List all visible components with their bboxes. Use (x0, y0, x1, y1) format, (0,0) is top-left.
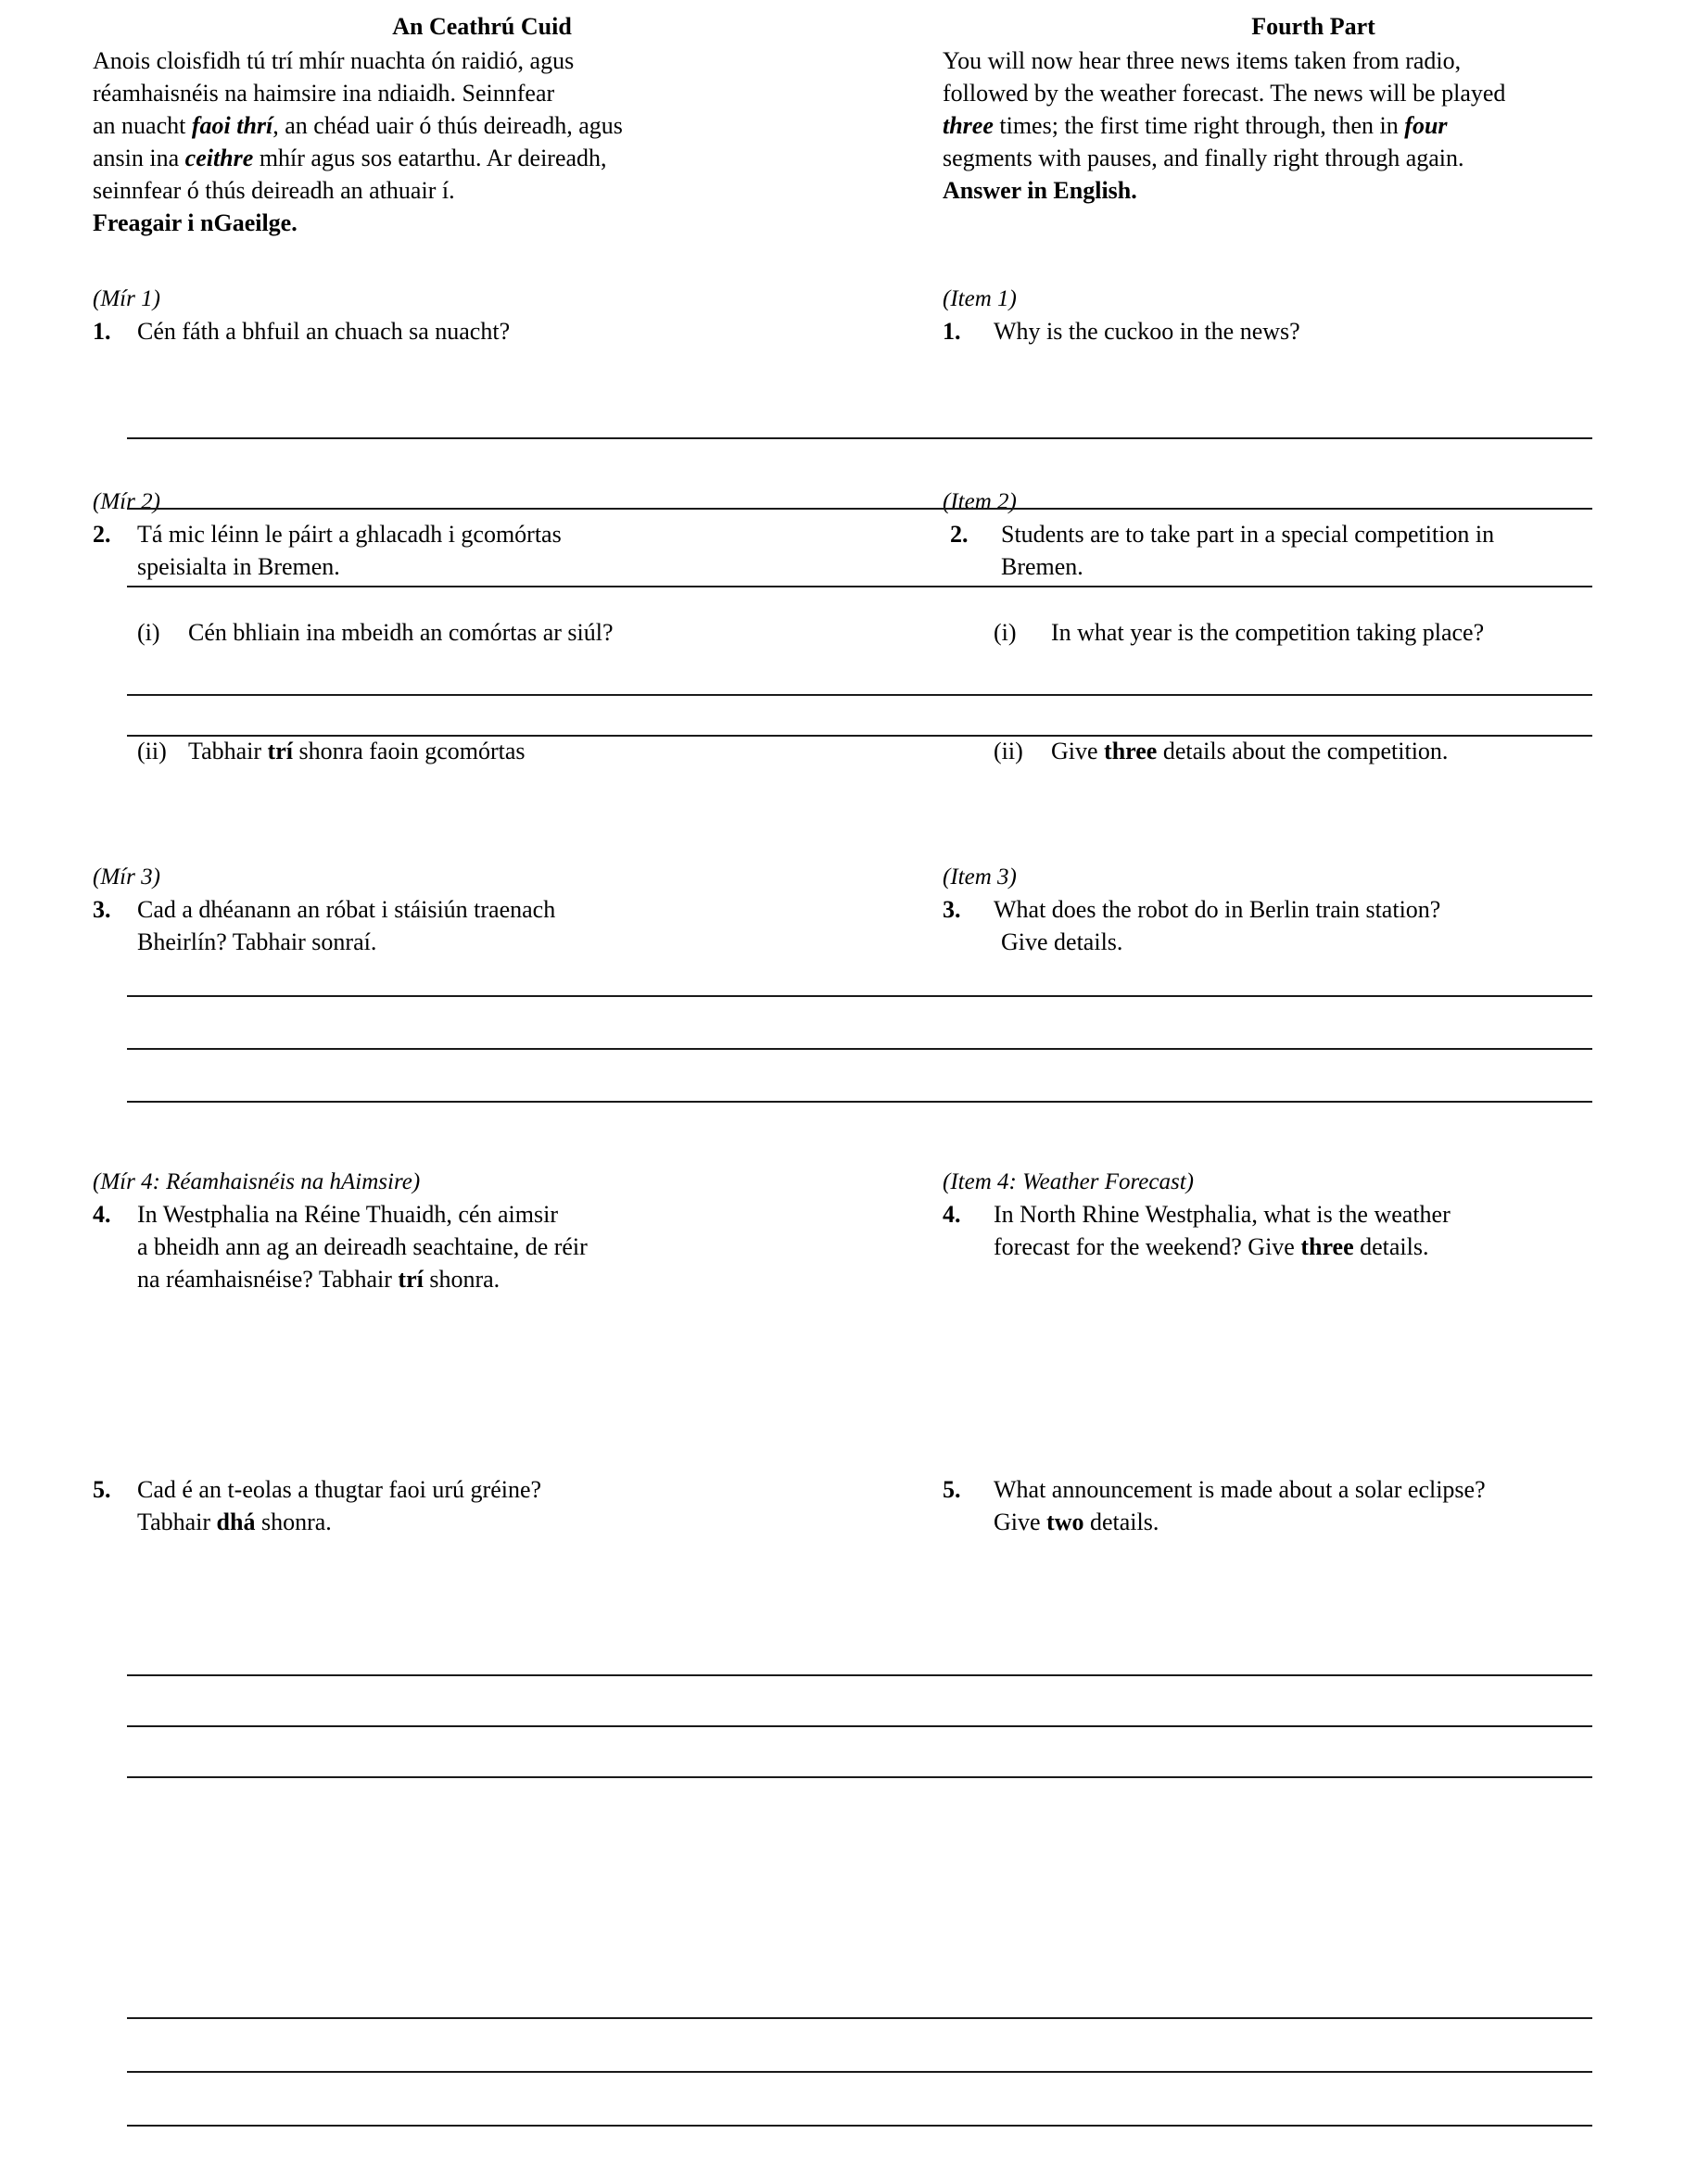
question-5-irish (93, 1473, 871, 1538)
question-4-english (943, 1167, 1684, 1295)
section-label-english-1: (Item 1) (943, 286, 1017, 311)
section-label-irish-2: (Mír 2) (93, 489, 160, 514)
answer-line[interactable] (127, 995, 1592, 997)
question-1-text-irish: Cén fáth a bhfuil an chuach sa nuacht? (137, 318, 511, 345)
intro-english-line-3b: times; the first time right through, then in (993, 112, 1405, 139)
question-1-irish (93, 284, 871, 347)
intro-irish-line-4b: mhír agus sos eatarthu. Ar deireadh, (253, 145, 607, 171)
answer-line[interactable] (127, 586, 1592, 587)
section-label-english-3: (Item 3) (943, 865, 1017, 890)
question-4-irish-line-3a: na réamhaisnéise? Tabhair (137, 1266, 399, 1293)
question-2-sub-i-irish (93, 616, 871, 649)
question-2-sub-i-text-irish: Cén bhliain ina mbeidh an comórtas ar siúl? (188, 619, 614, 646)
intro-irish-line-3a: an nuacht (93, 112, 192, 139)
question-2-sub-ii-marker-english: (ii) (994, 738, 1023, 764)
intro-irish-line-2: réamhaisnéis na haimsire ina ndiaidh. Seinnfear (93, 80, 555, 107)
answer-line[interactable] (127, 508, 1592, 510)
answer-line[interactable] (127, 437, 1592, 439)
question-5-english-line-2a: Give (994, 1509, 1047, 1535)
question-2-irish-line-2: speisialta in Bremen. (137, 553, 340, 580)
answer-line[interactable] (127, 2071, 1592, 2073)
question-5-english (943, 1473, 1684, 1538)
question-3-irish-line-2: Bheirlín? Tabhair sonraí. (137, 928, 377, 955)
question-4-text-english (994, 1198, 1684, 1263)
question-4-irish (93, 1167, 871, 1295)
answer-line[interactable] (127, 2017, 1592, 2019)
question-4-row-irish (93, 1198, 871, 1295)
intro-english-line-1: You will now hear three news items taken from radio, (943, 47, 1462, 74)
intro-english-emphasis-three: three (943, 112, 994, 139)
page-title-english: Fourth Part (1251, 13, 1375, 40)
question-2-number-english: 2. (950, 521, 969, 548)
answer-line[interactable] (127, 1674, 1592, 1676)
question-3-answer-area[interactable] (127, 995, 1592, 1162)
question-1-answer-area[interactable] (127, 437, 1592, 558)
question-4-irish-line-1: In Westphalia na Réine Thuaidh, cén aimsir (137, 1201, 558, 1228)
answer-line[interactable] (127, 2125, 1592, 2127)
page-title-irish: An Ceathrú Cuid (392, 13, 572, 40)
section-label-irish-1: (Mír 1) (93, 286, 160, 311)
question-5-text-english (994, 1473, 1684, 1538)
question-2-sub-ii-marker-irish: (ii) (137, 738, 167, 764)
question-2-irish-line-1: Tá mic léinn le páirt a ghlacadh i gcomórtas (137, 521, 562, 548)
emphasis-tri: trí (267, 738, 293, 764)
question-2-sub-ii-answer-area[interactable] (127, 694, 1592, 768)
question-2-sub-i-english (943, 616, 1684, 649)
question-3-row-irish (93, 893, 871, 958)
question-1-block (93, 284, 1592, 347)
question-2-english-line-1: Students are to take part in a special competition in (1001, 521, 1495, 548)
intro-text-irish (93, 44, 871, 239)
intro-irish-line-5: seinnfear ó thús deireadh an athuair í. (93, 177, 455, 204)
section-label-english-2: (Item 2) (943, 489, 1017, 514)
question-3-block (93, 862, 1592, 958)
question-2-sub-i-row-irish (93, 616, 871, 649)
question-2-sub-i-answer-area[interactable] (127, 586, 1592, 595)
question-2-sub-i-marker-irish: (i) (137, 619, 160, 646)
instruction-english: Answer in English. (943, 177, 1137, 204)
emphasis-tri-q4: trí (398, 1266, 424, 1293)
question-5-english-line-2b: details. (1083, 1509, 1159, 1535)
question-5-irish-line-1: Cad é an t-eolas a thugtar faoi urú gréine? (137, 1476, 542, 1503)
exam-page (0, 11, 1685, 2162)
question-5-answer-area[interactable] (127, 2017, 1592, 2184)
answer-line[interactable] (127, 1725, 1592, 1727)
question-5-number-irish: 5. (93, 1476, 111, 1503)
intro-english-line-4: segments with pauses, and finally right through again. (943, 145, 1464, 171)
question-2-sub-i-marker-english: (i) (994, 619, 1017, 646)
question-4-irish-line-2: a bheidh ann ag an deireadh seachtaine, de réir (137, 1233, 588, 1260)
question-4-english-line-1: In North Rhine Westphalia, what is the weather (994, 1201, 1451, 1228)
question-4-answer-area[interactable] (127, 1674, 1592, 1841)
question-5-number-english: 5. (943, 1476, 961, 1503)
question-2-number-irish: 2. (93, 521, 111, 548)
intro-text-english (943, 44, 1684, 207)
question-3-irish (93, 862, 871, 958)
question-3-english (943, 862, 1684, 958)
question-1-row-irish (93, 315, 871, 347)
question-4-english-line-2a: forecast for the weekend? Give (994, 1233, 1301, 1260)
question-1-row-english (943, 315, 1684, 347)
question-3-irish-line-1: Cad a dhéanann an róbat i stáisiún traenach (137, 896, 556, 923)
intro-irish-line-1: Anois cloisfidh tú trí mhír nuachta ón raidió, agus (93, 47, 575, 74)
question-5-irish-line-2a: Tabhair (137, 1509, 217, 1535)
question-4-irish-line-3b: shonra. (423, 1266, 500, 1293)
question-3-number-irish: 3. (93, 896, 111, 923)
question-3-number-english: 3. (943, 896, 961, 923)
answer-line[interactable] (127, 1048, 1592, 1050)
question-5-block (93, 1473, 1592, 1538)
question-1-number-irish: 1. (93, 318, 111, 345)
answer-line[interactable] (127, 1101, 1592, 1103)
section-label-irish-3: (Mír 3) (93, 865, 160, 890)
question-1-number-english: 1. (943, 318, 961, 345)
question-3-row-english (943, 893, 1684, 958)
question-2-sub-i-text-english: In what year is the competition taking place? (1051, 619, 1485, 646)
question-4-english-line-2b: details. (1353, 1233, 1429, 1260)
intro-irish-line-3b: , an chéad uair ó thús deireadh, agus (272, 112, 623, 139)
question-3-english-line-1: What does the robot do in Berlin train station? (994, 896, 1441, 923)
intro-english-line-2: followed by the weather forecast. The news will be played (943, 80, 1506, 107)
question-2-sub-ii-text-english: Give three details about the competition. (1051, 738, 1449, 764)
question-5-row-english (943, 1473, 1684, 1538)
intro-irish-emphasis-ceithre: ceithre (184, 145, 254, 171)
question-3-text-english (994, 893, 1684, 958)
header-section (93, 11, 1592, 239)
question-2-english-line-2: Bremen. (1001, 553, 1083, 580)
question-4-number-irish: 4. (93, 1201, 111, 1228)
question-5-irish-line-2b: shonra. (255, 1509, 332, 1535)
emphasis-three: three (1104, 738, 1158, 764)
question-2-sub-i-block (93, 616, 1592, 649)
section-label-english-4: (Item 4: Weather Forecast) (943, 1169, 1194, 1194)
question-3-english-line-2: Give details. (1001, 928, 1123, 955)
answer-line[interactable] (127, 1776, 1592, 1778)
intro-english-emphasis-four: four (1404, 112, 1448, 139)
question-5-text-irish (137, 1473, 871, 1538)
header-irish-column (93, 11, 871, 239)
question-3-text-irish (137, 893, 871, 958)
answer-line[interactable] (127, 694, 1592, 696)
question-5-english-line-1: What announcement is made about a solar eclipse? (994, 1476, 1486, 1503)
question-1-text-english: Why is the cuckoo in the news? (994, 318, 1300, 345)
question-1-english (943, 284, 1684, 347)
question-2-sub-ii-text-irish: Tabhair trí shonra faoin gcomórtas (188, 738, 526, 764)
emphasis-dha: dhá (216, 1509, 256, 1535)
answer-line[interactable] (127, 735, 1592, 737)
intro-irish-emphasis-faoi-thri: faoi thrí (191, 112, 273, 139)
emphasis-two: two (1046, 1509, 1084, 1535)
header-english-column (943, 11, 1684, 239)
question-4-number-english: 4. (943, 1201, 961, 1228)
question-4-text-irish (137, 1198, 871, 1295)
question-5-row-irish (93, 1473, 871, 1538)
emphasis-three-q4: three (1300, 1233, 1354, 1260)
question-2-sub-i-row-english (943, 616, 1684, 649)
question-4-row-english (943, 1198, 1684, 1263)
intro-irish-line-4a: ansin ina (93, 145, 185, 171)
instruction-irish: Freagair i nGaeilge. (93, 209, 298, 236)
section-label-irish-4: (Mír 4: Réamhaisnéis na hAimsire) (93, 1169, 421, 1194)
question-4-block (93, 1167, 1592, 1295)
